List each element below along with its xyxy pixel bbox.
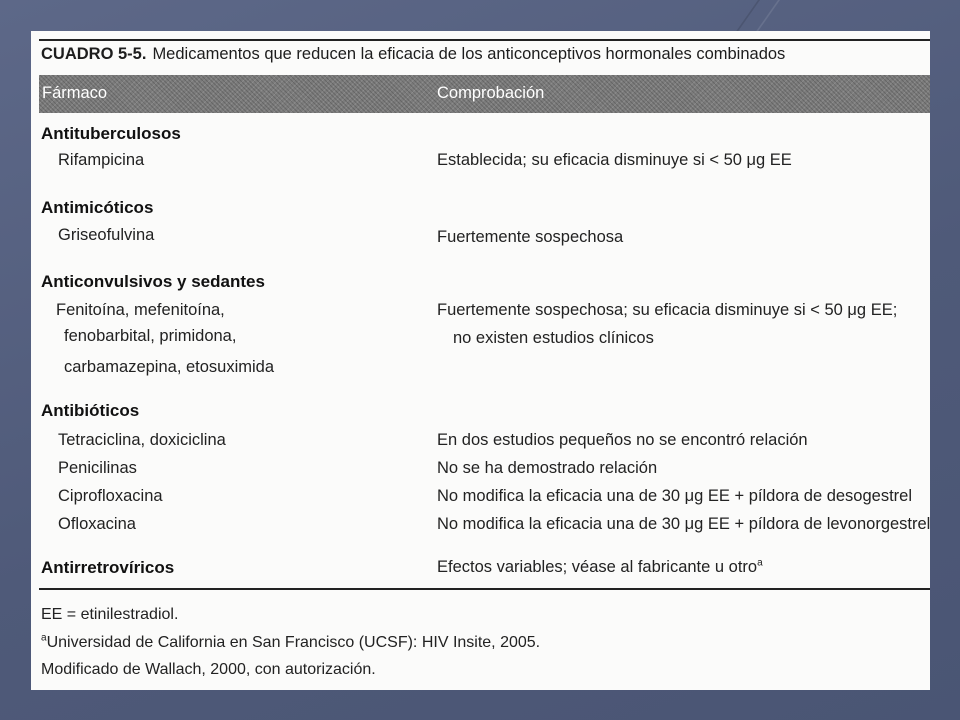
drug-cell: Penicilinas <box>58 459 137 477</box>
drug-cell: Tetraciclina, doxiciclina <box>58 431 226 449</box>
evidence-cell: No modifica la eficacia una de 30 μg EE + píldora de desogestrel <box>437 487 913 505</box>
evidence-cell: Fuertemente sospechosa <box>437 228 624 246</box>
footnote-source-text: Universidad de California en San Francisco (UCSF): HIV Insite, 2005. <box>46 634 541 651</box>
bottom-rule <box>39 588 930 590</box>
drug-cell: carbamazepina, etosuximida <box>64 358 275 376</box>
evidence-cell: Fuertemente sospechosa; su eficacia disminuye si < 50 μg EE; <box>437 301 898 319</box>
scanned-table-page <box>31 31 930 690</box>
evidence-cell: No se ha demostrado relación <box>437 459 658 477</box>
evidence-cell: no existen estudios clínicos <box>453 329 654 347</box>
group-heading: Antituberculosos <box>41 124 181 143</box>
evidence-text: Efectos variables; véase al fabricante u otro <box>437 558 758 576</box>
footnote-source <box>41 634 540 652</box>
evidence-cell: En dos estudios pequeños no se encontró relación <box>437 431 808 449</box>
footnote-marker: a <box>757 557 763 569</box>
drug-cell: Ofloxacina <box>58 515 136 533</box>
drug-cell: Rifampicina <box>58 151 145 169</box>
evidence-cell <box>437 558 763 577</box>
table-caption <box>41 45 785 64</box>
drug-cell: fenobarbital, primidona, <box>64 327 237 345</box>
drug-cell: Ciprofloxacina <box>58 487 163 505</box>
group-heading: Antibióticos <box>41 401 140 420</box>
top-rule <box>39 39 930 41</box>
group-heading: Antirretrovíricos <box>41 558 175 577</box>
footnote-abbreviation: EE = etinilestradiol. <box>41 606 179 623</box>
drug-cell: Griseofulvina <box>58 226 155 244</box>
caption-number: CUADRO 5-5. <box>41 45 147 63</box>
evidence-cell: Establecida; su eficacia disminuye si < 50 μg EE <box>437 151 792 169</box>
evidence-cell: No modifica la eficacia una de 30 μg EE + píldora de levonorgestrel <box>437 515 930 533</box>
group-heading: Anticonvulsivos y sedantes <box>41 272 265 291</box>
caption-title: Medicamentos que reducen la eficacia de los anticonceptivos hormonales combinados <box>152 45 786 63</box>
header-farmaco: Fármaco <box>42 84 108 102</box>
footnote-modified: Modificado de Wallach, 2000, con autorización. <box>41 661 376 678</box>
table-header <box>39 75 930 113</box>
header-comprobacion: Comprobación <box>437 84 545 102</box>
group-heading: Antimicóticos <box>41 198 154 217</box>
footnote-marker: a <box>41 632 47 644</box>
drug-cell: Fenitoína, mefenitoína, <box>56 301 225 319</box>
